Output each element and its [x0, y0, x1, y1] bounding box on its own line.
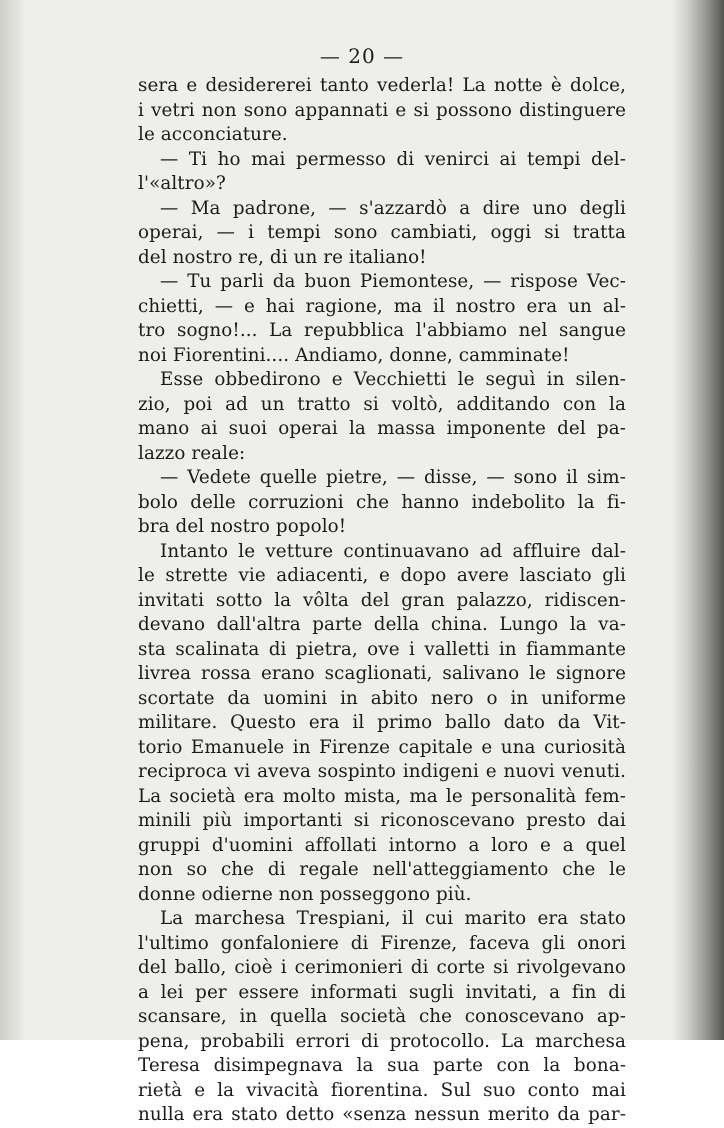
text-line: Teresa disimpegnava la sua parte con la bona- [138, 1055, 626, 1076]
text-line: — Ti ho mai permesso di venirci ai tempi del- [160, 148, 626, 170]
text-line: invitati sotto la vôlta del gran palazzo, ridiscen- [138, 589, 626, 611]
text-line: scansare, in quella società che conoscevano ap- [138, 1006, 626, 1027]
text-line: le strette vie adiacenti, e dopo avere lasciato gli [138, 565, 626, 586]
text-line: nulla era stato detto «senza nessun merito da par- [138, 1104, 626, 1125]
text-line: La marchesa Trespiani, il cui marito era stato [160, 908, 626, 929]
text-line: sta scalinata di pietra, ove i valletti in fiammante [138, 638, 626, 660]
page-number: — 20 — [319, 44, 405, 68]
text-line: noi Fiorentini.... Andiamo, donne, camminate! [138, 344, 570, 366]
text-line: — Ma padrone, — s'azzardò a dire uno degli [160, 197, 626, 219]
text-line: operai, — i tempi sono cambiati, oggi si tratta [138, 222, 626, 243]
text-line: non so che di regale nell'atteggiamento che le [138, 859, 626, 880]
text-line: del ballo, cioè i cerimonieri di corte si rivolgevano [138, 957, 626, 978]
page-gutter-shadow [0, 0, 26, 1040]
text-line: pena, probabili errori di protocollo. La marchesa [138, 1030, 626, 1052]
text-line: — Tu parli da buon Piemontese, — rispose Vec- [160, 271, 626, 292]
text-line: zio, poi ad un tratto si voltò, additando con la [138, 393, 626, 415]
text-line: reciproca vi aveva sospinto indigeni e nuovi venuti. [138, 761, 626, 782]
text-line: l'ultimo gonfaloniere di Firenze, faceva gli onori [138, 932, 626, 954]
text-line: torio Emanuele in Firenze capitale e una curiosità [138, 736, 626, 758]
text-line: Intanto le vetture continuavano ad affluire dal- [160, 540, 626, 562]
text-line: l'«altro»? [138, 173, 226, 194]
text-line: a lei per essere informati sugli invitati, a fin di [138, 981, 626, 1003]
text-line: livrea rossa erano scaglionati, salivano le signore [138, 663, 626, 684]
text-line: bolo delle corruzioni che hanno indebolito la fi- [138, 491, 626, 513]
text-line: — Vedete quelle pietre, — disse, — sono il sim- [160, 467, 626, 488]
text-line: Esse obbedirono e Vecchietti le seguì in silen- [160, 369, 626, 390]
text-line: militare. Questo era il primo ballo dato da Vit- [138, 712, 626, 733]
page-edge-shadow [672, 0, 724, 1040]
text-line: le acconciature. [138, 124, 288, 145]
text-line: rietà e la vivacità fiorentina. Sul suo conto mai [138, 1079, 626, 1101]
text-line: lazzo reale: [138, 442, 246, 464]
text-line: bra del nostro popolo! [138, 516, 347, 537]
text-line: i vetri non sono appannati e si possono distinguere [138, 99, 626, 121]
text-line: scortate da uomini in abito nero o in uniforme [138, 687, 626, 709]
text-line: donne odierne non posseggono più. [138, 883, 472, 905]
text-line: La società era molto mista, ma le personalità fem- [138, 785, 626, 807]
text-line: sera e desidererei tanto vederla! La notte è dolce, [138, 75, 626, 96]
text-line: chietti, — e hai ragione, ma il nostro era un al- [138, 295, 626, 317]
text-line: minili più importanti si riconoscevano presto dai [138, 810, 626, 831]
text-line: tro sogno!... La repubblica l'abbiamo nel sangue [138, 320, 626, 341]
text-line: del nostro re, di un re italiano! [138, 246, 427, 268]
text-line: mano ai suoi operai la massa imponente del pa- [138, 418, 626, 439]
text-line: devano dall'altra parte della china. Lungo la va- [138, 614, 626, 635]
text-line: gruppi d'uomini affollati intorno a loro e a quel [138, 834, 626, 856]
body-text [138, 74, 626, 1128]
